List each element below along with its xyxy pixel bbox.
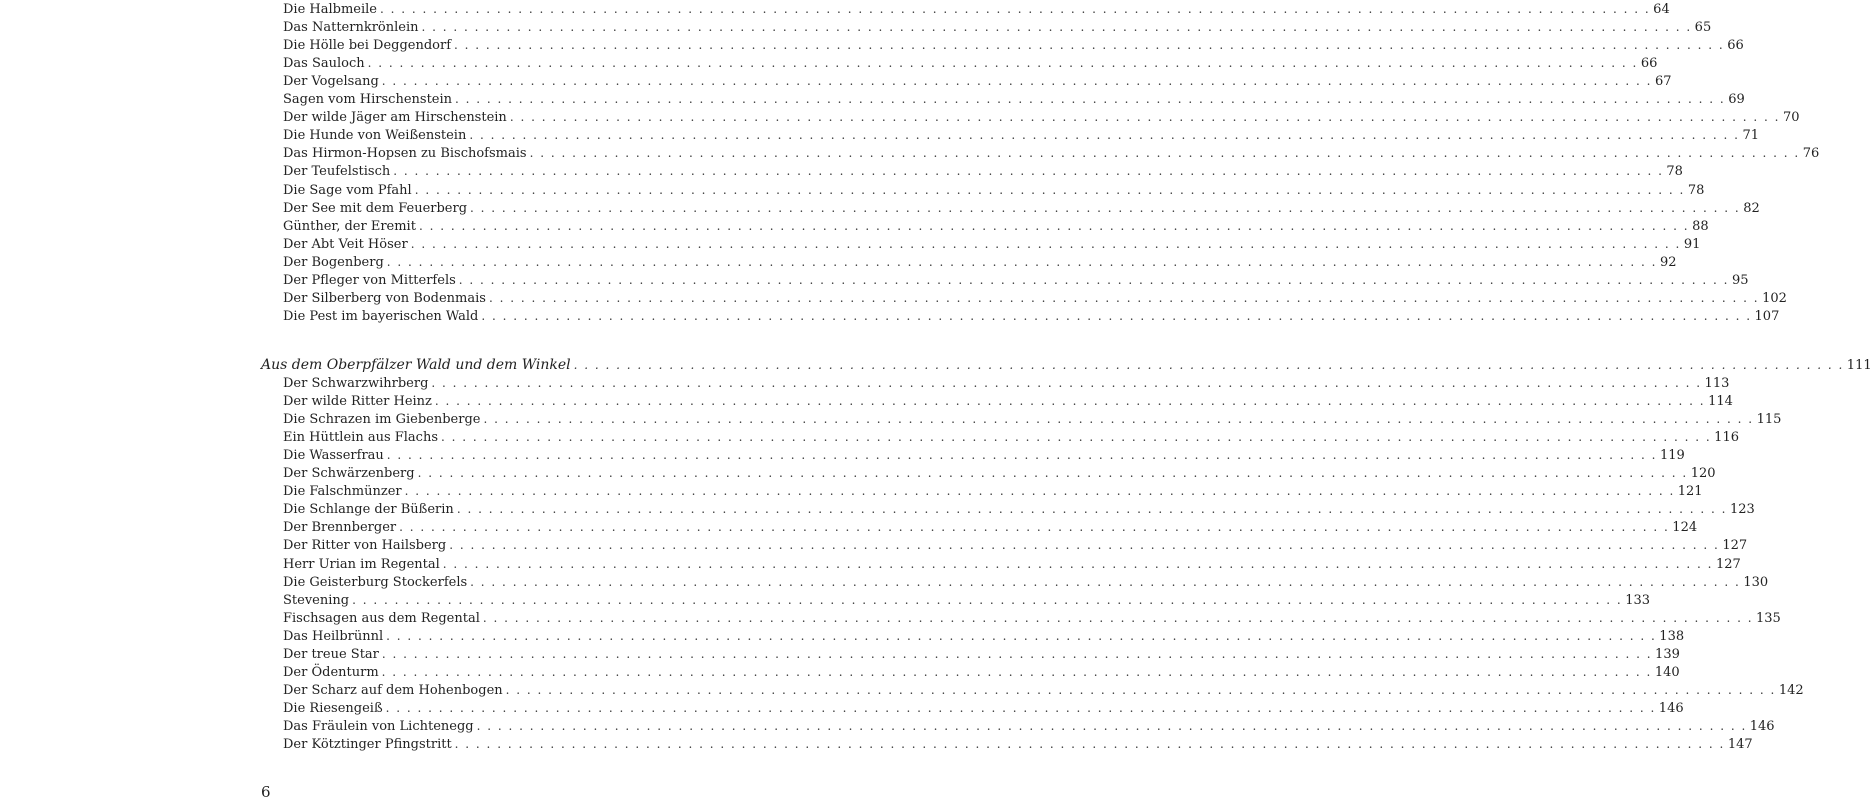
entry-title: Stevening bbox=[283, 592, 350, 608]
entry-page: 69 bbox=[1728, 92, 1745, 108]
dot-leader: . . . . . . . . . . . . . . . . . . . . . . . . . . . . . . . . . . . . . . . . . . . . . . . . . . . . . . . . . . . . . . . . . . . . . . . . . . . . . . . . . . . . . . . . . . . . . . . . . . . . . . . . . . . . . . . . . . . . . . . . bbox=[481, 308, 1752, 323]
dot-leader: . . . . . . . . . . . . . . . . . . . . . . . . . . . . . . . . . . . . . . . . . . . . . . . . . . . . . . . . . . . . . . . . . . . . . . . . . . . . . . . . . . . . . . . . . . . . . . . . . . . . . . . . . . . . . . . . . . . . . . . . bbox=[449, 538, 1720, 553]
toc-entry bbox=[283, 627, 1685, 646]
dot-leader: . . . . . . . . . . . . . . . . . . . . . . . . . . . . . . . . . . . . . . . . . . . . . . . . . . . . . . . . . . . . . . . . . . . . . . . . . . . . . . . . . . . . . . . . . . . . . . . . . . . . . . . . . . . . . . . . . . . . . . . . bbox=[386, 448, 1657, 463]
entry-title: Der See mit dem Feuerberg bbox=[283, 200, 468, 216]
entry-page: 65 bbox=[1694, 20, 1712, 36]
entry-page: 123 bbox=[1729, 502, 1755, 518]
entry-page: 95 bbox=[1731, 272, 1749, 288]
entry-page: 124 bbox=[1672, 520, 1698, 536]
entry-page: 120 bbox=[1690, 466, 1716, 482]
toc-entry bbox=[283, 717, 1775, 736]
entry-title: Der treue Star bbox=[283, 646, 379, 662]
dot-leader: . . . . . . . . . . . . . . . . . . . . . . . . . . . . . . . . . . . . . . . . . . . . . . . . . . . . . . . . . . . . . . . . . . . . . . . . . . . . . . . . . . . . . . . . . . . . . . . . . . . . . . . . . . . . . . . . . . . . . . . . bbox=[367, 56, 1638, 71]
toc-entry bbox=[283, 699, 1684, 718]
entry-page: 133 bbox=[1625, 592, 1651, 608]
dot-leader: . . . . . . . . . . . . . . . . . . . . . . . . . . . . . . . . . . . . . . . . . . . . . . . . . . . . . . . . . . . . . . . . . . . . . . . . . . . . . . . . . . . . . . . . . . . . . . . . . . . . . . . . . . . . . . . . . . . . . . . . bbox=[454, 737, 1725, 751]
entry-page: 147 bbox=[1727, 737, 1753, 752]
entry-title: Der Ritter von Hailsberg bbox=[283, 538, 447, 554]
toc-entry bbox=[283, 90, 1745, 109]
dot-leader: . . . . . . . . . . . . . . . . . . . . . . . . . . . . . . . . . . . . . . . . . . . . . . . . . . . . . . . . . . . . . . . . . . . . . . . . . . . . . . . . . . . . . . . . . . . . . . . . . . . . . . . . . . . . . . . . . . . . . . . . bbox=[573, 358, 1844, 372]
entry-page: 146 bbox=[1749, 718, 1775, 734]
toc-entry bbox=[283, 307, 1780, 326]
entry-title: Der Schwarzwihrberg bbox=[283, 376, 429, 391]
dot-leader: . . . . . . . . . . . . . . . . . . . . . . . . . . . . . . . . . . . . . . . . . . . . . . . . . . . . . . . . . . . . . . . . . . . . . . . . . . . . . . . . . . . . . . . . . . . . . . . . . . . . . . . . . . . . . . . . . . . . . . . . bbox=[454, 38, 1725, 53]
dot-leader: . . . . . . . . . . . . . . . . . . . . . . . . . . . . . . . . . . . . . . . . . . . . . . . . . . . . . . . . . . . . . . . . . . . . . . . . . . . . . . . . . . . . . . . . . . . . . . . . . . . . . . . . . . . . . . . . . . . . . . . . bbox=[386, 254, 1657, 269]
entry-title: Die Hunde von Weißenstein bbox=[283, 128, 467, 144]
dot-leader: . . . . . . . . . . . . . . . . . . . . . . . . . . . . . . . . . . . . . . . . . . . . . . . . . . . . . . . . . . . . . . . . . . . . . . . . . . . . . . . . . . . . . . . . . . . . . . . . . . . . . . . . . . . . . . . . . . . . . . . . bbox=[470, 200, 1741, 215]
dot-leader: . . . . . . . . . . . . . . . . . . . . . . . . . . . . . . . . . . . . . . . . . . . . . . . . . . . . . . . . . . . . . . . . . . . . . . . . . . . . . . . . . . . . . . . . . . . . . . . . . . . . . . . . . . . . . . . . . . . . . . . . bbox=[385, 700, 1656, 715]
toc-entry bbox=[283, 199, 1760, 218]
entry-page: 114 bbox=[1708, 394, 1733, 410]
entry-title: Der Scharz auf dem Hohenbogen bbox=[283, 682, 503, 698]
toc-entry bbox=[283, 374, 1730, 393]
toc-entry bbox=[283, 591, 1651, 610]
dot-leader: . . . . . . . . . . . . . . . . . . . . . . . . . . . . . . . . . . . . . . . . . . . . . . . . . . . . . . . . . . . . . . . . . . . . . . . . . . . . . . . . . . . . . . . . . . . . . . . . . . . . . . . . . . . . . . . . . . . . . . . . bbox=[386, 628, 1657, 643]
dot-leader: . . . . . . . . . . . . . . . . . . . . . . . . . . . . . . . . . . . . . . . . . . . . . . . . . . . . . . . . . . . . . . . . . . . . . . . . . . . . . . . . . . . . . . . . . . . . . . . . . . . . . . . . . . . . . . . . . . . . . . . . bbox=[393, 164, 1664, 179]
toc-entry bbox=[283, 464, 1716, 483]
dot-leader: . . . . . . . . . . . . . . . . . . . . . . . . . . . . . . . . . . . . . . . . . . . . . . . . . . . . . . . . . . . . . . . . . . . . . . . . . . . . . . . . . . . . . . . . . . . . . . . . . . . . . . . . . . . . . . . . . . . . . . . . bbox=[509, 110, 1780, 125]
dot-leader: . . . . . . . . . . . . . . . . . . . . . . . . . . . . . . . . . . . . . . . . . . . . . . . . . . . . . . . . . . . . . . . . . . . . . . . . . . . . . . . . . . . . . . . . . . . . . . . . . . . . . . . . . . . . . . . . . . . . . . . . bbox=[458, 272, 1729, 287]
dot-leader: . . . . . . . . . . . . . . . . . . . . . . . . . . . . . . . . . . . . . . . . . . . . . . . . . . . . . . . . . . . . . . . . . . . . . . . . . . . . . . . . . . . . . . . . . . . . . . . . . . . . . . . . . . . . . . . . . . . . . . . . bbox=[418, 218, 1690, 233]
entry-title: Herr Urian im Regental bbox=[283, 556, 440, 572]
toc-entry bbox=[283, 410, 1782, 429]
entry-title: Der Teufelstisch bbox=[283, 164, 391, 180]
entry-title: Günther, der Eremit bbox=[283, 218, 416, 234]
dot-leader: . . . . . . . . . . . . . . . . . . . . . . . . . . . . . . . . . . . . . . . . . . . . . . . . . . . . . . . . . . . . . . . . . . . . . . . . . . . . . . . . . . . . . . . . . . . . . . . . . . . . . . . . . . . . . . . . . . . . . . . . bbox=[399, 520, 1670, 535]
dot-leader: . . . . . . . . . . . . . . . . . . . . . . . . . . . . . . . . . . . . . . . . . . . . . . . . . . . . . . . . . . . . . . . . . . . . . . . . . . . . . . . . . . . . . . . . . . . . . . . . . . . . . . . . . . . . . . . . . . . . . . . . bbox=[505, 682, 1776, 697]
toc-entry bbox=[283, 500, 1755, 519]
entry-page: 71 bbox=[1742, 128, 1760, 144]
entry-title: Die Sage vom Pfahl bbox=[283, 182, 412, 198]
dot-leader: . . . . . . . . . . . . . . . . . . . . . . . . . . . . . . . . . . . . . . . . . . . . . . . . . . . . . . . . . . . . . . . . . . . . . . . . . . . . . . . . . . . . . . . . . . . . . . . . . . . . . . . . . . . . . . . . . . . . . . . . bbox=[380, 2, 1651, 16]
dot-leader: . . . . . . . . . . . . . . . . . . . . . . . . . . . . . . . . . . . . . . . . . . . . . . . . . . . . . . . . . . . . . . . . . . . . . . . . . . . . . . . . . . . . . . . . . . . . . . . . . . . . . . . . . . . . . . . . . . . . . . . . bbox=[352, 592, 1623, 607]
toc-entry bbox=[283, 482, 1703, 501]
dot-leader: . . . . . . . . . . . . . . . . . . . . . . . . . . . . . . . . . . . . . . . . . . . . . . . . . . . . . . . . . . . . . . . . . . . . . . . . . . . . . . . . . . . . . . . . . . . . . . . . . . . . . . . . . . . . . . . . . . . . . . . . bbox=[476, 718, 1747, 733]
dot-leader: . . . . . . . . . . . . . . . . . . . . . . . . . . . . . . . . . . . . . . . . . . . . . . . . . . . . . . . . . . . . . . . . . . . . . . . . . . . . . . . . . . . . . . . . . . . . . . . . . . . . . . . . . . . . . . . . . . . . . . . . bbox=[483, 412, 1754, 427]
toc-entry bbox=[283, 72, 1672, 91]
toc-entry bbox=[283, 36, 1744, 55]
toc-entry bbox=[283, 108, 1800, 127]
toc-entry bbox=[283, 0, 1670, 19]
entry-title: Der Ödenturm bbox=[283, 664, 379, 680]
dot-leader: . . . . . . . . . . . . . . . . . . . . . . . . . . . . . . . . . . . . . . . . . . . . . . . . . . . . . . . . . . . . . . . . . . . . . . . . . . . . . . . . . . . . . . . . . . . . . . . . . . . . . . . . . . . . . . . . . . . . . . . . bbox=[414, 182, 1685, 197]
entry-page: 116 bbox=[1714, 430, 1739, 446]
entry-page: 78 bbox=[1666, 164, 1683, 180]
entry-title: Die Geisterburg Stockerfels bbox=[283, 574, 468, 590]
toc-entry bbox=[283, 681, 1804, 700]
section-heading bbox=[261, 356, 1872, 375]
dot-leader: . . . . . . . . . . . . . . . . . . . . . . . . . . . . . . . . . . . . . . . . . . . . . . . . . . . . . . . . . . . . . . . . . . . . . . . . . . . . . . . . . . . . . . . . . . . . . . . . . . . . . . . . . . . . . . . . . . . . . . . . bbox=[482, 610, 1754, 625]
entry-page: 121 bbox=[1677, 484, 1703, 500]
entry-title: Der Pfleger von Mitterfels bbox=[283, 272, 456, 288]
toc-entry bbox=[283, 54, 1658, 73]
entry-title: Der Brennberger bbox=[283, 520, 397, 536]
toc-entry bbox=[283, 573, 1769, 592]
dot-leader: . . . . . . . . . . . . . . . . . . . . . . . . . . . . . . . . . . . . . . . . . . . . . . . . . . . . . . . . . . . . . . . . . . . . . . . . . . . . . . . . . . . . . . . . . . . . . . . . . . . . . . . . . . . . . . . . . . . . . . . . bbox=[441, 430, 1712, 445]
entry-page: 113 bbox=[1704, 376, 1730, 391]
dot-leader: . . . . . . . . . . . . . . . . . . . . . . . . . . . . . . . . . . . . . . . . . . . . . . . . . . . . . . . . . . . . . . . . . . . . . . . . . . . . . . . . . . . . . . . . . . . . . . . . . . . . . . . . . . . . . . . . . . . . . . . . bbox=[417, 466, 1688, 481]
toc-entry bbox=[283, 645, 1680, 664]
toc-entry bbox=[283, 518, 1698, 537]
entry-page: 140 bbox=[1654, 664, 1680, 680]
entry-page: 115 bbox=[1756, 412, 1782, 428]
entry-title: Der wilde Jäger am Hirschenstein bbox=[283, 110, 507, 126]
toc-entry bbox=[283, 271, 1749, 290]
entry-page: 70 bbox=[1782, 110, 1800, 126]
entry-page: 107 bbox=[1754, 308, 1780, 324]
entry-title: Sagen vom Hirschenstein bbox=[283, 92, 453, 108]
dot-leader: . . . . . . . . . . . . . . . . . . . . . . . . . . . . . . . . . . . . . . . . . . . . . . . . . . . . . . . . . . . . . . . . . . . . . . . . . . . . . . . . . . . . . . . . . . . . . . . . . . . . . . . . . . . . . . . . . . . . . . . . bbox=[455, 92, 1726, 107]
entry-title: Der Kötztinger Pfingstritt bbox=[283, 737, 452, 752]
toc-entry bbox=[283, 536, 1748, 555]
toc-entry bbox=[283, 555, 1741, 574]
entry-title: Die Schrazen im Giebenberge bbox=[283, 412, 481, 428]
entry-page: 130 bbox=[1743, 574, 1769, 590]
dot-leader: . . . . . . . . . . . . . . . . . . . . . . . . . . . . . . . . . . . . . . . . . . . . . . . . . . . . . . . . . . . . . . . . . . . . . . . . . . . . . . . . . . . . . . . . . . . . . . . . . . . . . . . . . . . . . . . . . . . . . . . . bbox=[442, 556, 1713, 571]
toc-entry bbox=[283, 162, 1683, 181]
entry-page: 88 bbox=[1692, 218, 1709, 234]
dot-leader: . . . . . . . . . . . . . . . . . . . . . . . . . . . . . . . . . . . . . . . . . . . . . . . . . . . . . . . . . . . . . . . . . . . . . . . . . . . . . . . . . . . . . . . . . . . . . . . . . . . . . . . . . . . . . . . . . . . . . . . . bbox=[529, 146, 1800, 161]
dot-leader: . . . . . . . . . . . . . . . . . . . . . . . . . . . . . . . . . . . . . . . . . . . . . . . . . . . . . . . . . . . . . . . . . . . . . . . . . . . . . . . . . . . . . . . . . . . . . . . . . . . . . . . . . . . . . . . . . . . . . . . . bbox=[381, 74, 1652, 89]
entry-page: 138 bbox=[1659, 628, 1685, 644]
toc-entry bbox=[283, 18, 1712, 37]
entry-page: 102 bbox=[1762, 290, 1787, 306]
toc-entry bbox=[283, 181, 1705, 200]
dot-leader: . . . . . . . . . . . . . . . . . . . . . . . . . . . . . . . . . . . . . . . . . . . . . . . . . . . . . . . . . . . . . . . . . . . . . . . . . . . . . . . . . . . . . . . . . . . . . . . . . . . . . . . . . . . . . . . . . . . . . . . . bbox=[421, 20, 1692, 35]
dot-leader: . . . . . . . . . . . . . . . . . . . . . . . . . . . . . . . . . . . . . . . . . . . . . . . . . . . . . . . . . . . . . . . . . . . . . . . . . . . . . . . . . . . . . . . . . . . . . . . . . . . . . . . . . . . . . . . . . . . . . . . . bbox=[410, 236, 1681, 251]
toc-entry bbox=[283, 735, 1753, 754]
entry-page: 139 bbox=[1655, 646, 1680, 662]
entry-page: 146 bbox=[1658, 700, 1684, 716]
toc-entry bbox=[283, 446, 1685, 465]
entry-title: Aus dem Oberpfälzer Wald und dem Winkel bbox=[261, 357, 571, 373]
entry-page: 78 bbox=[1687, 182, 1705, 198]
entry-title: Der Vogelsang bbox=[283, 74, 379, 90]
entry-page: 66 bbox=[1727, 38, 1744, 54]
entry-title: Die Wasserfrau bbox=[283, 448, 384, 464]
entry-page: 127 bbox=[1715, 556, 1741, 572]
entry-title: Der wilde Ritter Heinz bbox=[283, 394, 432, 410]
toc-entry bbox=[283, 235, 1701, 254]
toc-entry bbox=[283, 663, 1680, 682]
entry-page: 135 bbox=[1756, 610, 1781, 626]
entry-page: 76 bbox=[1802, 146, 1820, 162]
entry-page: 119 bbox=[1659, 448, 1685, 464]
entry-title: Der Abt Veit Höser bbox=[283, 236, 408, 252]
toc-entry bbox=[283, 428, 1739, 447]
entry-page: 64 bbox=[1653, 2, 1670, 17]
entry-title: Der Schwärzenberg bbox=[283, 466, 415, 482]
entry-page: 142 bbox=[1778, 682, 1804, 698]
entry-title: Die Halbmeile bbox=[283, 2, 378, 17]
entry-title: Ein Hüttlein aus Flachs bbox=[283, 430, 439, 446]
dot-leader: . . . . . . . . . . . . . . . . . . . . . . . . . . . . . . . . . . . . . . . . . . . . . . . . . . . . . . . . . . . . . . . . . . . . . . . . . . . . . . . . . . . . . . . . . . . . . . . . . . . . . . . . . . . . . . . . . . . . . . . . bbox=[470, 574, 1741, 589]
entry-page: 91 bbox=[1683, 236, 1701, 252]
entry-page: 82 bbox=[1743, 200, 1760, 216]
entry-title: Der Bogenberg bbox=[283, 254, 384, 270]
dot-leader: . . . . . . . . . . . . . . . . . . . . . . . . . . . . . . . . . . . . . . . . . . . . . . . . . . . . . . . . . . . . . . . . . . . . . . . . . . . . . . . . . . . . . . . . . . . . . . . . . . . . . . . . . . . . . . . . . . . . . . . . bbox=[456, 502, 1727, 517]
entry-title: Die Pest im bayerischen Wald bbox=[283, 308, 479, 324]
entry-title: Der Silberberg von Bodenmais bbox=[283, 290, 486, 306]
toc-entry bbox=[283, 289, 1787, 308]
entry-page: 67 bbox=[1654, 74, 1672, 90]
entry-title: Das Heilbrünnl bbox=[283, 628, 384, 644]
entry-title: Die Falschmünzer bbox=[283, 484, 402, 500]
toc-entry bbox=[283, 392, 1733, 411]
entry-title: Das Hirmon-Hopsen zu Bischofsmais bbox=[283, 146, 527, 162]
entry-page: 92 bbox=[1659, 254, 1677, 270]
dot-leader: . . . . . . . . . . . . . . . . . . . . . . . . . . . . . . . . . . . . . . . . . . . . . . . . . . . . . . . . . . . . . . . . . . . . . . . . . . . . . . . . . . . . . . . . . . . . . . . . . . . . . . . . . . . . . . . . . . . . . . . . bbox=[469, 128, 1740, 143]
toc-entry bbox=[283, 144, 1820, 163]
entry-title: Die Riesengeiß bbox=[283, 700, 383, 716]
entry-title: Fischsagen aus dem Regental bbox=[283, 610, 480, 626]
dot-leader: . . . . . . . . . . . . . . . . . . . . . . . . . . . . . . . . . . . . . . . . . . . . . . . . . . . . . . . . . . . . . . . . . . . . . . . . . . . . . . . . . . . . . . . . . . . . . . . . . . . . . . . . . . . . . . . . . . . . . . . . bbox=[434, 394, 1706, 409]
toc-entry bbox=[283, 217, 1709, 236]
dot-leader: . . . . . . . . . . . . . . . . . . . . . . . . . . . . . . . . . . . . . . . . . . . . . . . . . . . . . . . . . . . . . . . . . . . . . . . . . . . . . . . . . . . . . . . . . . . . . . . . . . . . . . . . . . . . . . . . . . . . . . . . bbox=[381, 664, 1652, 679]
dot-leader: . . . . . . . . . . . . . . . . . . . . . . . . . . . . . . . . . . . . . . . . . . . . . . . . . . . . . . . . . . . . . . . . . . . . . . . . . . . . . . . . . . . . . . . . . . . . . . . . . . . . . . . . . . . . . . . . . . . . . . . . bbox=[488, 290, 1760, 305]
dot-leader: . . . . . . . . . . . . . . . . . . . . . . . . . . . . . . . . . . . . . . . . . . . . . . . . . . . . . . . . . . . . . . . . . . . . . . . . . . . . . . . . . . . . . . . . . . . . . . . . . . . . . . . . . . . . . . . . . . . . . . . . bbox=[381, 646, 1653, 661]
dot-leader: . . . . . . . . . . . . . . . . . . . . . . . . . . . . . . . . . . . . . . . . . . . . . . . . . . . . . . . . . . . . . . . . . . . . . . . . . . . . . . . . . . . . . . . . . . . . . . . . . . . . . . . . . . . . . . . . . . . . . . . . bbox=[431, 376, 1702, 390]
entry-title: Die Hölle bei Deggendorf bbox=[283, 38, 452, 54]
toc-entry bbox=[283, 609, 1781, 628]
toc-entry bbox=[283, 126, 1760, 145]
entry-page: 127 bbox=[1722, 538, 1748, 554]
entry-title: Die Schlange der Büßerin bbox=[283, 502, 454, 518]
entry-title: Das Fräulein von Lichtenegg bbox=[283, 718, 474, 734]
entry-title: Das Sauloch bbox=[283, 56, 365, 72]
toc-entry bbox=[283, 253, 1677, 272]
dot-leader: . . . . . . . . . . . . . . . . . . . . . . . . . . . . . . . . . . . . . . . . . . . . . . . . . . . . . . . . . . . . . . . . . . . . . . . . . . . . . . . . . . . . . . . . . . . . . . . . . . . . . . . . . . . . . . . . . . . . . . . . bbox=[404, 484, 1675, 499]
page-number: 6 bbox=[261, 783, 271, 801]
entry-page: 111 bbox=[1846, 358, 1872, 373]
entry-title: Das Natternkrönlein bbox=[283, 20, 419, 36]
entry-page: 66 bbox=[1640, 56, 1658, 72]
